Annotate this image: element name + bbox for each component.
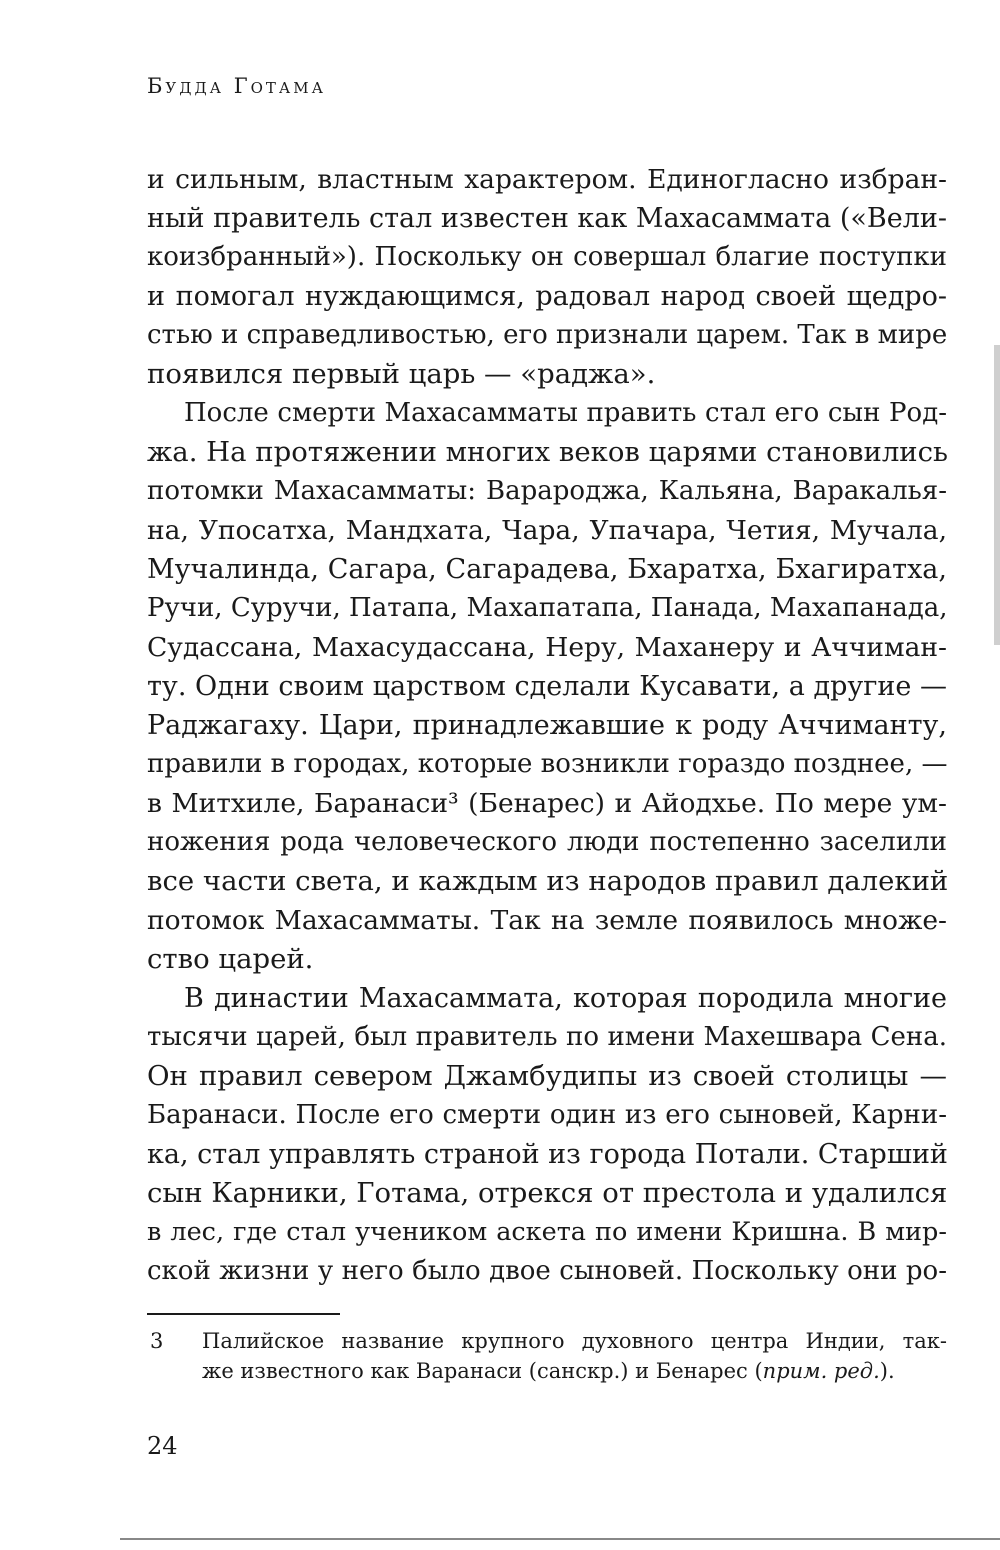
text-line: Баранаси. После его смерти один из его сыновей, Карни- (147, 1100, 947, 1130)
text-line: сын Карники, Готама, отрекся от престола и удалился (147, 1177, 948, 1209)
footnote-line (147, 1356, 947, 1386)
body-text (147, 160, 947, 1291)
page-bottom-edge (120, 1538, 1000, 1540)
text-line: в лес, где стал учеником аскета по имени Кришна. В мир- (147, 1217, 947, 1247)
footnote-line (147, 1326, 947, 1356)
text-line: тысячи царей, был правитель по имени Махешвара Сена. (147, 1022, 947, 1052)
running-head: Будда Готама (147, 74, 326, 98)
text-line: ножения рода человеческого люди постепенно заселили (147, 827, 947, 857)
text-line: потомки Махасамматы: Варароджа, Кальяна, Варакалья- (147, 476, 947, 506)
text-line: Раджагаху. Цари, принадлежавшие к роду Аччиманту, (147, 710, 947, 741)
footnote-number: 3 (150, 1329, 164, 1353)
text-line: все части света, и каждым из народов правил далекий (147, 865, 949, 897)
footnote-text-end: ). (879, 1359, 895, 1383)
text-line: и сильным, властным характером. Единогласно избран- (147, 164, 947, 195)
text-line: стью и справедливостью, его признали царем. Так в мире (147, 320, 948, 350)
page-edge-shadow (994, 345, 1000, 645)
text-line: коизбранный»). Поскольку он совершал благие поступки (147, 242, 947, 272)
footnote-text-line-1: Палийское название крупного духовного центра Индии, так- (202, 1329, 947, 1353)
text-line: Ручи, Суручи, Патапа, Махапатапа, Панада, Махапанада, (147, 593, 948, 623)
footnote (147, 1326, 947, 1386)
footnote-separator (147, 1313, 340, 1315)
text-line: появился первый царь — «раджа». (147, 358, 656, 390)
footnote-text-line-2 (202, 1356, 947, 1386)
text-line: ный правитель стал известен как Махасаммата («Вели- (147, 203, 947, 234)
footnote-text-plain: же известного как Варанаси (санскр.) и Бенарес ( (202, 1359, 763, 1383)
text-line: Он правил севером Джамбудипы из своей столицы — (147, 1060, 947, 1092)
footnote-editor-note: прим. ред. (762, 1359, 880, 1383)
text-line: ка, стал управлять страной из города Потали. Старший (147, 1139, 948, 1170)
text-line: В династии Махасаммата, которая породила многие (184, 983, 947, 1014)
text-line: потомок Махасамматы. Так на земле появилось множе- (147, 905, 947, 936)
text-line: После смерти Махасамматы править стал его сын Род- (184, 398, 947, 428)
text-line: Судассана, Махасудассана, Неру, Маханеру и Аччиман- (147, 632, 947, 663)
text-line: и помогал нуждающимся, радовал народ своей щедро- (147, 281, 947, 312)
text-line: Мучалинда, Сагара, Сагарадева, Бхаратха, Бхагиратха, (147, 554, 947, 585)
text-line: на, Упосатха, Мандхата, Чара, Упачара, Четия, Мучала, (147, 515, 947, 546)
text-line: ство царей. (147, 943, 314, 975)
text-line: правили в городах, которые возникли гораздо позднее, — (147, 749, 948, 779)
page-number: 24 (147, 1432, 178, 1460)
text-line: ской жизни у него было двое сыновей. Поскольку они ро- (147, 1256, 947, 1286)
text-line: ту. Одни своим царством сделали Кусавати, а другие — (147, 671, 947, 702)
text-line: жа. На протяжении многих веков царями становились (147, 436, 949, 468)
text-line: в Митхиле, Баранаси³ (Бенарес) и Айодхье. По мере ум- (147, 788, 947, 819)
